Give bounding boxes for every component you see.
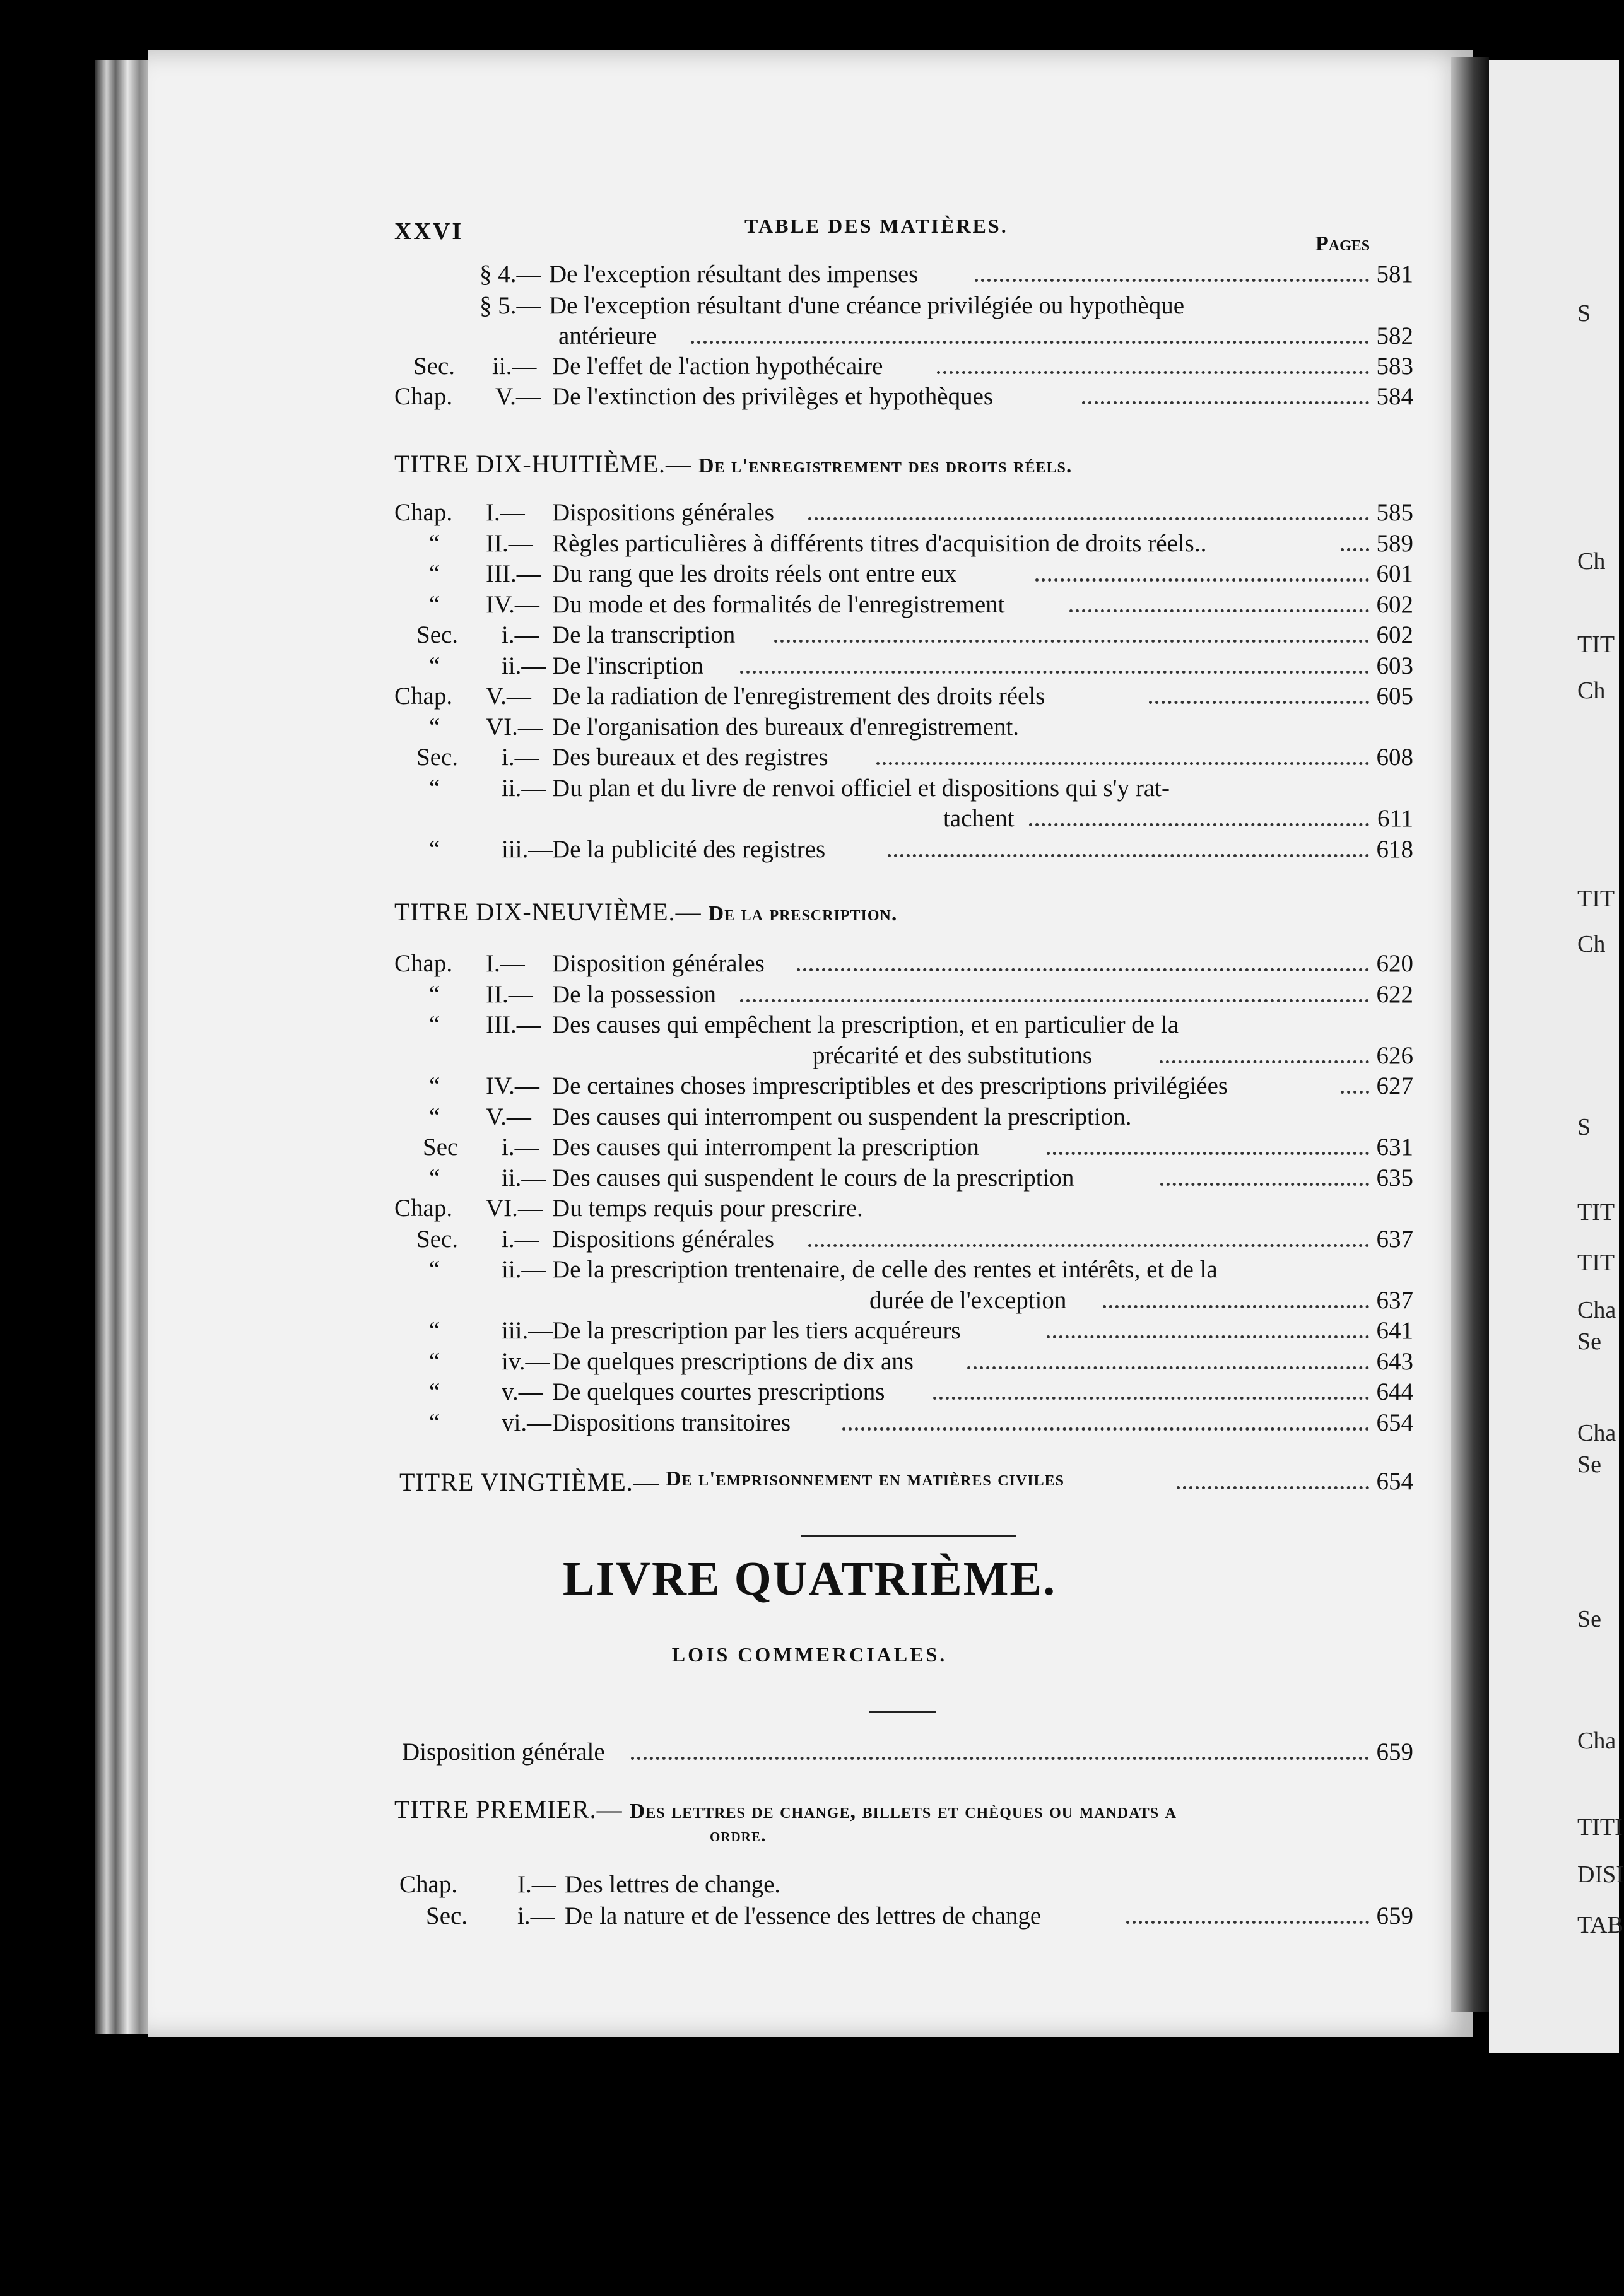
toc-entry[interactable] xyxy=(394,1010,1413,1041)
toc-entry[interactable] xyxy=(394,382,1413,413)
entry-kind: “ xyxy=(429,590,440,618)
entry-text-cont: durée de l'exception xyxy=(869,1286,1067,1314)
toc-entry-continuation[interactable] xyxy=(394,804,1413,835)
entry-kind: “ xyxy=(429,774,440,802)
entry-page: 659 xyxy=(1376,1902,1413,1930)
entry-text: De l'organisation des bureaux d'enregistrement. xyxy=(552,713,1020,741)
toc-entry[interactable] xyxy=(394,621,1413,651)
facing-page-fragment: TIT xyxy=(1577,1250,1615,1276)
entry-page: 601 xyxy=(1376,560,1413,587)
entry-num: I.— xyxy=(517,1871,556,1898)
toc-entry[interactable] xyxy=(394,529,1413,559)
entry-text: Des causes qui empêchent la prescription, et en particulier de la xyxy=(552,1011,1179,1038)
titre-18-title: TITRE DIX-HUITIÈME.— xyxy=(394,450,691,478)
entry-kind: Sec. xyxy=(413,353,456,380)
toc-entry-continuation[interactable] xyxy=(394,322,1413,352)
facing-page-fragment: Ch xyxy=(1577,677,1606,704)
titre-20-heading[interactable] xyxy=(394,1467,1413,1497)
entry-text: De la prescription par les tiers acquéreurs xyxy=(552,1317,961,1344)
toc-entry[interactable] xyxy=(394,682,1413,712)
facing-page-fragment: TAB xyxy=(1577,1912,1623,1938)
entry-num: v.— xyxy=(502,1378,543,1405)
toc-entry[interactable] xyxy=(394,743,1413,773)
facing-page-fragment: TIT xyxy=(1577,1199,1615,1226)
titre-1-subtitle-cont: ordre. xyxy=(710,1825,767,1846)
entry-page: 608 xyxy=(1376,744,1413,771)
facing-page-fragment: Se xyxy=(1577,1451,1601,1478)
entry-kind: Sec. xyxy=(416,621,459,648)
entry-page: 644 xyxy=(1376,1378,1413,1405)
toc-entry[interactable] xyxy=(394,590,1413,621)
entry-page: 631 xyxy=(1376,1133,1413,1161)
entry-num: VI.— xyxy=(486,1195,543,1222)
entry-text: Dispositions générales xyxy=(552,1225,775,1253)
entry-page: 581 xyxy=(1376,261,1413,288)
titre-19-title: TITRE DIX-NEUVIÈME.— xyxy=(394,898,702,926)
entry-text: Dispositions transitoires xyxy=(552,1409,791,1436)
entry-text: De la nature et de l'essence des lettres de change xyxy=(565,1902,1042,1930)
entry-page: 659 xyxy=(1376,1738,1413,1766)
entry-num: i.— xyxy=(517,1902,555,1930)
entry-num: VI.— xyxy=(486,713,543,741)
entry-num: iii.— xyxy=(502,835,553,863)
entry-text: Des causes qui suspendent le cours de la prescription xyxy=(552,1164,1074,1192)
entry-kind: Chap. xyxy=(394,499,453,526)
facing-page-fragment: TIT xyxy=(1577,631,1615,658)
entry-text: De la prescription trentenaire, de celle des rentes et intérêts, et de la xyxy=(552,1256,1218,1283)
entry-text: De l'exception résultant des impenses xyxy=(549,261,919,288)
facing-page-fragment: Cha xyxy=(1577,1420,1616,1446)
toc-entry[interactable] xyxy=(394,1194,1413,1224)
entry-text-cont: tachent xyxy=(943,805,1015,832)
facing-page-fragment: DISI xyxy=(1577,1861,1624,1888)
entry-page: 589 xyxy=(1376,529,1413,557)
entry-text: De certaines choses imprescriptibles et des prescriptions privilégiées xyxy=(552,1072,1228,1099)
toc-entry[interactable] xyxy=(394,1902,1413,1932)
toc-entry[interactable] xyxy=(394,352,1413,382)
entry-text: Des bureaux et des registres xyxy=(552,744,828,771)
facing-page-fragment: Se xyxy=(1577,1606,1601,1632)
entry-page: 603 xyxy=(1376,652,1413,679)
entry-kind: “ xyxy=(429,560,440,587)
entry-kind: “ xyxy=(429,1103,440,1130)
entry-page: 635 xyxy=(1376,1164,1413,1192)
entry-text: Disposition générale xyxy=(402,1738,605,1766)
toc-entry[interactable] xyxy=(394,949,1413,980)
toc-entry[interactable] xyxy=(394,559,1413,590)
entry-page: 585 xyxy=(1376,499,1413,526)
entry-num: ii.— xyxy=(502,1164,546,1192)
facing-page-fragment: S xyxy=(1577,300,1591,327)
entry-page: 643 xyxy=(1376,1347,1413,1375)
entry-kind: “ xyxy=(429,1072,440,1099)
facing-page-fragment: Ch xyxy=(1577,931,1606,958)
entry-num: iii.— xyxy=(502,1317,553,1344)
entry-num: ii.— xyxy=(492,353,537,380)
entry-page: 627 xyxy=(1376,1072,1413,1099)
facing-page-fragment: S xyxy=(1577,1114,1591,1140)
entry-num: vi.— xyxy=(502,1409,552,1436)
entry-text-cont: précarité et des substitutions xyxy=(813,1041,1092,1069)
toc-entry[interactable] xyxy=(394,774,1413,804)
entry-kind: “ xyxy=(429,1011,440,1038)
entry-num: ii.— xyxy=(502,774,546,802)
entry-text: Des causes qui interrompent ou suspendent la prescription. xyxy=(552,1103,1132,1130)
entry-num: III.— xyxy=(486,560,541,587)
titre-20-page: 654 xyxy=(1376,1468,1413,1495)
entry-kind: Sec. xyxy=(426,1902,468,1930)
titre-20-subtitle: De l'emprisonnement en matières civiles xyxy=(666,1467,1064,1491)
entry-num: V.— xyxy=(486,1103,531,1130)
entry-text: Du plan et du livre de renvoi officiel et dispositions qui s'y rat- xyxy=(552,774,1170,802)
livre-4-title: LIVRE QUATRIÈME. xyxy=(562,1552,1057,1605)
entry-text: Dispositions générales xyxy=(552,499,775,526)
entry-num: i.— xyxy=(502,1225,539,1253)
entry-text: De quelques prescriptions de dix ans xyxy=(552,1347,914,1375)
entry-kind: “ xyxy=(429,713,440,741)
facing-page-fragment: TIT xyxy=(1577,886,1615,912)
entry-num: V.— xyxy=(486,682,531,710)
entry-kind: “ xyxy=(429,980,440,1008)
entry-kind: Chap. xyxy=(394,682,453,710)
entry-page: 602 xyxy=(1376,590,1413,618)
toc-entry[interactable] xyxy=(394,980,1413,1010)
entry-page: 583 xyxy=(1376,353,1413,380)
entry-kind: “ xyxy=(429,652,440,679)
entry-kind: “ xyxy=(429,835,440,863)
entry-num: V.— xyxy=(495,383,541,410)
toc-entry[interactable] xyxy=(394,260,1413,290)
entry-num: i.— xyxy=(502,744,539,771)
entry-page: 620 xyxy=(1376,950,1413,977)
entry-page: 622 xyxy=(1376,980,1413,1008)
entry-page: 605 xyxy=(1376,682,1413,710)
toc-entry[interactable] xyxy=(394,1103,1413,1133)
entry-kind: “ xyxy=(429,1256,440,1283)
toc-entry[interactable] xyxy=(394,713,1413,743)
book-binding-left xyxy=(95,60,155,2034)
facing-page-fragment: Ch xyxy=(1577,548,1606,575)
entry-page: 611 xyxy=(1377,805,1413,832)
entry-text: Du temps requis pour prescrire. xyxy=(552,1195,863,1222)
entry-kind: “ xyxy=(429,1164,440,1192)
entry-page: 618 xyxy=(1376,835,1413,863)
entry-text: Du rang que les droits réels ont entre eux xyxy=(552,560,957,587)
facing-page-fragment: Cha xyxy=(1577,1297,1616,1323)
facing-page-fragment: Se xyxy=(1577,1328,1601,1355)
entry-kind: Sec. xyxy=(416,744,459,771)
titre-19-subtitle: De la prescription. xyxy=(708,902,898,925)
toc-entry-general[interactable] xyxy=(394,1738,1413,1768)
entry-text: De quelques courtes prescriptions xyxy=(552,1378,885,1405)
entry-num: II.— xyxy=(486,980,533,1008)
pages-column-label: Pages xyxy=(1315,232,1370,255)
entry-kind: Chap. xyxy=(394,950,453,977)
entry-text: De la radiation de l'enregistrement des droits réels xyxy=(552,682,1045,710)
entry-page: 654 xyxy=(1376,1409,1413,1436)
entry-kind: “ xyxy=(429,1409,440,1436)
toc-entry[interactable] xyxy=(394,1347,1413,1378)
entry-label: § 5.— xyxy=(480,292,541,319)
toc-entry[interactable] xyxy=(394,1870,1413,1901)
entry-num: i.— xyxy=(502,1133,539,1161)
page-number: XXVI xyxy=(394,218,464,245)
entry-kind: “ xyxy=(429,1378,440,1405)
entry-text: Des causes qui interrompent la prescription xyxy=(552,1133,979,1161)
entry-page: 637 xyxy=(1376,1286,1413,1314)
entry-text: De l'exception résultant d'une créance privilégiée ou hypothèque xyxy=(549,292,1185,319)
toc-entry[interactable] xyxy=(394,1316,1413,1347)
titre-19-heading xyxy=(394,897,897,927)
entry-page: 602 xyxy=(1376,621,1413,648)
entry-text: De l'effet de l'action hypothécaire xyxy=(552,353,883,380)
toc-entry[interactable] xyxy=(394,1409,1413,1439)
entry-num: IV.— xyxy=(486,1072,539,1099)
entry-num: ii.— xyxy=(502,652,546,679)
titre-20-title: TITRE VINGTIÈME.— xyxy=(399,1468,659,1496)
toc-entry-continuation[interactable] xyxy=(394,1041,1413,1072)
entry-num: i.— xyxy=(502,621,539,648)
entry-num: iv.— xyxy=(502,1347,550,1375)
entry-kind: “ xyxy=(429,1317,440,1344)
entry-kind: Chap. xyxy=(399,1871,458,1898)
toc-entry[interactable] xyxy=(394,1225,1413,1255)
livre-4-subtitle: LOIS COMMERCIALES. xyxy=(671,1643,948,1666)
entry-text: De la transcription xyxy=(552,621,736,648)
running-title: TABLE DES MATIÈRES. xyxy=(744,214,1008,237)
entry-text: Disposition générales xyxy=(552,950,765,977)
entry-kind: Sec. xyxy=(416,1225,459,1253)
entry-page: 582 xyxy=(1376,322,1413,349)
book-gutter xyxy=(1451,57,1489,2012)
entry-kind: “ xyxy=(429,529,440,557)
toc-entry[interactable] xyxy=(394,652,1413,682)
titre-1-heading xyxy=(394,1795,1177,1824)
entry-page: 641 xyxy=(1376,1317,1413,1344)
toc-entry[interactable] xyxy=(394,1255,1413,1286)
toc-entry[interactable] xyxy=(394,1378,1413,1408)
entry-page: 637 xyxy=(1376,1225,1413,1253)
entry-kind: Chap. xyxy=(394,1195,453,1222)
entry-kind: Chap. xyxy=(394,383,453,410)
entry-text: De l'extinction des privilèges et hypothèques xyxy=(552,383,994,410)
entry-text: Règles particulières à différents titres d'acquisition de droits réels.. xyxy=(552,529,1207,557)
titre-1-title: TITRE PREMIER.— xyxy=(394,1795,623,1824)
toc-entry[interactable] xyxy=(394,1072,1413,1102)
entry-text: Du mode et des formalités de l'enregistrement xyxy=(552,590,1005,618)
titre-1-subtitle: Des lettres de change, billets et chèques ou mandats a xyxy=(629,1800,1177,1823)
entry-num: I.— xyxy=(486,499,525,526)
entry-num: II.— xyxy=(486,529,533,557)
titre-18-heading xyxy=(394,449,1072,479)
entry-num: I.— xyxy=(486,950,525,977)
entry-text: De la publicité des registres xyxy=(552,835,826,863)
entry-label: § 4.— xyxy=(480,261,541,288)
facing-page-fragment: Cha xyxy=(1577,1728,1616,1754)
toc-entry[interactable] xyxy=(394,1164,1413,1194)
entry-text-cont: antérieure xyxy=(558,322,657,349)
short-rule xyxy=(869,1711,936,1713)
entry-text: De la possession xyxy=(552,980,716,1008)
entry-kind: “ xyxy=(429,1347,440,1375)
entry-page: 626 xyxy=(1376,1041,1413,1069)
entry-text: De l'inscription xyxy=(552,652,703,679)
toc-entry[interactable] xyxy=(394,498,1413,529)
entry-page: 584 xyxy=(1376,383,1413,410)
toc-entry[interactable] xyxy=(394,1133,1413,1163)
entry-num: III.— xyxy=(486,1011,541,1038)
entry-num: ii.— xyxy=(502,1256,546,1283)
facing-page-fragment: TITI xyxy=(1577,1814,1623,1841)
toc-entry-continuation[interactable] xyxy=(394,1286,1413,1316)
toc-entry[interactable] xyxy=(394,835,1413,865)
toc-entry[interactable] xyxy=(394,291,1413,322)
entry-kind: Sec xyxy=(423,1133,459,1161)
section-rule xyxy=(801,1535,1016,1537)
entry-num: IV.— xyxy=(486,590,539,618)
titre-18-subtitle: De l'enregistrement des droits réels. xyxy=(698,454,1073,477)
entry-text: Des lettres de change. xyxy=(565,1871,781,1898)
